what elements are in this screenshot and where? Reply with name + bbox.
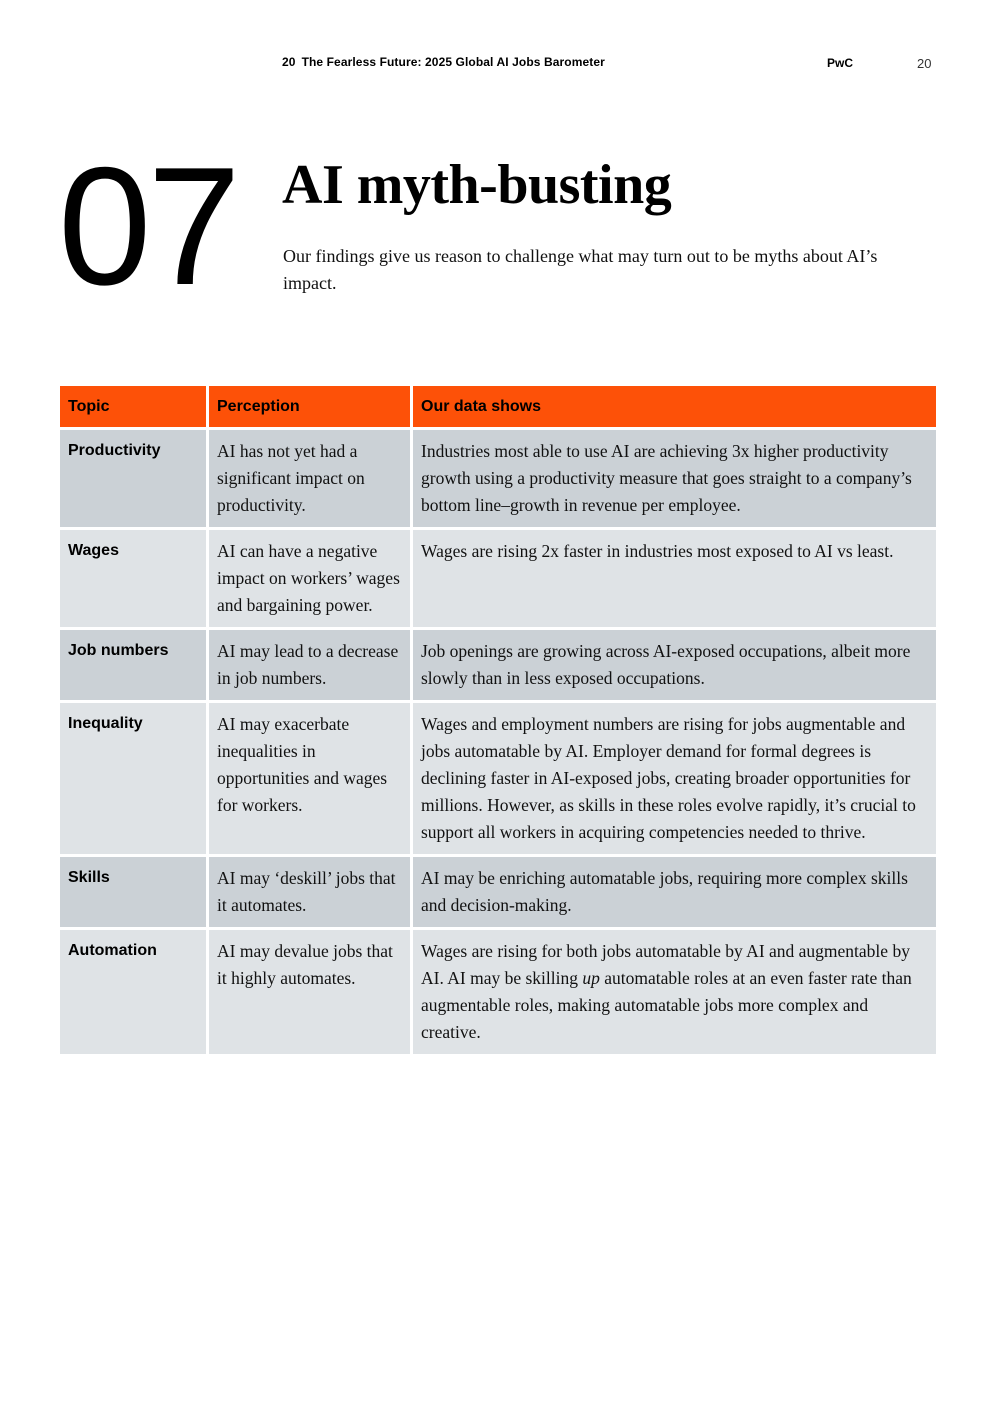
- topic-cell: Skills: [60, 857, 206, 927]
- section-number: 07: [58, 132, 237, 320]
- data-cell: Wages and employment numbers are rising for jobs augmentable and jobs automatable by AI. Employer demand for formal degrees is declining faster in AI-exposed jobs, creating broader opportunities for millions. However, as skills in these roles evolve rapidly, it’s crucial to support all workers in acquiring competencies needed to thrive.: [413, 703, 936, 854]
- topic-cell: Productivity: [60, 430, 206, 527]
- running-header: [282, 55, 605, 69]
- data-cell: AI may be enriching automatable jobs, requiring more complex skills and decision-making.: [413, 857, 936, 927]
- table-row: [60, 703, 936, 854]
- perception-cell: AI can have a negative impact on workers’ wages and bargaining power.: [209, 530, 410, 627]
- data-cell: [413, 930, 936, 1054]
- perception-cell: AI has not yet had a significant impact on productivity.: [209, 430, 410, 527]
- page-number: 20: [917, 56, 932, 71]
- data-text: Wages are rising for both jobs automatable by AI and augmentable by AI. AI may be skilling: [421, 941, 910, 988]
- data-cell: Wages are rising 2x faster in industries most exposed to AI vs least.: [413, 530, 936, 627]
- table-row: [60, 930, 936, 1054]
- header-brand: PwC: [827, 56, 854, 70]
- data-emphasis: up: [582, 968, 600, 988]
- table-row: [60, 530, 936, 627]
- perception-cell: AI may lead to a decrease in job numbers.: [209, 630, 410, 700]
- table-row: [60, 430, 936, 527]
- column-header-topic: Topic: [60, 386, 206, 427]
- perception-cell: AI may exacerbate inequalities in opportunities and wages for workers.: [209, 703, 410, 854]
- topic-cell: Automation: [60, 930, 206, 1054]
- data-cell: Job openings are growing across AI-exposed occupations, albeit more slowly than in less exposed occupations.: [413, 630, 936, 700]
- header-page-number: 20: [282, 55, 296, 69]
- header-document-title: The Fearless Future: 2025 Global AI Jobs Barometer: [301, 55, 605, 69]
- topic-cell: Wages: [60, 530, 206, 627]
- myth-table: [57, 383, 939, 1057]
- perception-cell: AI may ‘deskill’ jobs that it automates.: [209, 857, 410, 927]
- column-header-data: Our data shows: [413, 386, 936, 427]
- table-row: [60, 630, 936, 700]
- section-intro: Our findings give us reason to challenge what may turn out to be myths about AI’s impact.: [283, 246, 878, 293]
- perception-cell: AI may devalue jobs that it highly automates.: [209, 930, 410, 1054]
- section-title: AI myth-busting: [282, 154, 672, 216]
- data-cell: Industries most able to use AI are achieving 3x higher productivity growth using a productivity measure that goes straight to a company’s bottom line–growth in revenue per employee.: [413, 430, 936, 527]
- data-text: automatable roles at an even faster rate than augmentable roles, making automatable jobs more complex and creative.: [421, 968, 912, 1042]
- table-header-row: [60, 386, 936, 427]
- topic-cell: Job numbers: [60, 630, 206, 700]
- topic-cell: Inequality: [60, 703, 206, 854]
- column-header-perception: Perception: [209, 386, 410, 427]
- table-row: [60, 857, 936, 927]
